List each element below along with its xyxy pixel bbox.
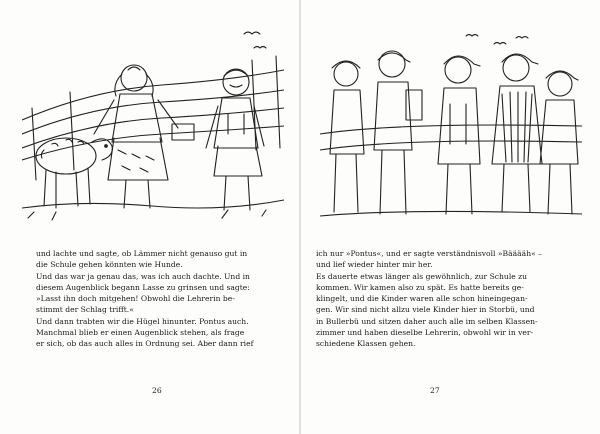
illustration-schoolchildren — [320, 34, 582, 230]
text-line: stimmt der Schlag trifft.« — [36, 305, 134, 315]
text-line: klingelt, und die Kinder waren alle schon hineingegan- — [316, 294, 528, 304]
right-page — [300, 0, 600, 434]
text-line: die Schule gehen könnten wie Hunde. — [36, 260, 183, 270]
text-line: gen. Wir sind nicht allzu viele Kinder hier in Storbü, und — [316, 305, 535, 315]
text-line: und lachte und sagte, ob Lämmer nicht genauso gut in — [36, 249, 248, 258]
text-line: ich nur »Pontus«, und er sagte verständnisvoll »Bääääh« – — [316, 249, 542, 258]
text-line: zimmer und haben dieselbe Lehrerin, obwohl wir in ver- — [316, 328, 534, 338]
left-page-text — [36, 248, 284, 350]
text-line: Es dauerte etwas länger als gewöhnlich, zur Schule zu — [316, 271, 528, 281]
text-line: Und das war ja genau das, was ich auch dachte. Und in — [36, 271, 250, 281]
text-line: und lief wieder hinter mir her. — [316, 260, 433, 270]
page-number-right: 27 — [430, 386, 440, 395]
illustration-girls-with-lamb — [22, 30, 284, 226]
text-line: er sich, ob das auch alles in Ordnung sei. Aber dann rief — [36, 339, 254, 349]
text-line: in Bullerbü und sitzen daher auch alle im selben Klassen- — [316, 316, 538, 326]
page-number-left: 26 — [152, 386, 162, 395]
text-line: schiedene Klassen gehen. — [316, 339, 416, 349]
text-line: Und dann trabten wir die Hügel hinunter. Pontus auch. — [36, 316, 249, 326]
text-line: diesem Augenblick begann Lasse zu grinsen und sagte: — [36, 282, 250, 292]
text-line: Manchmal blieb er einen Augenblick stehen, als frage — [36, 328, 245, 338]
right-page-text — [316, 248, 564, 350]
text-line: kommen. Wir kamen also zu spät. Es hatte bereits ge- — [316, 282, 524, 292]
text-line: »Lasst ihn doch mitgehen! Obwohl die Lehrerin be- — [36, 294, 235, 304]
